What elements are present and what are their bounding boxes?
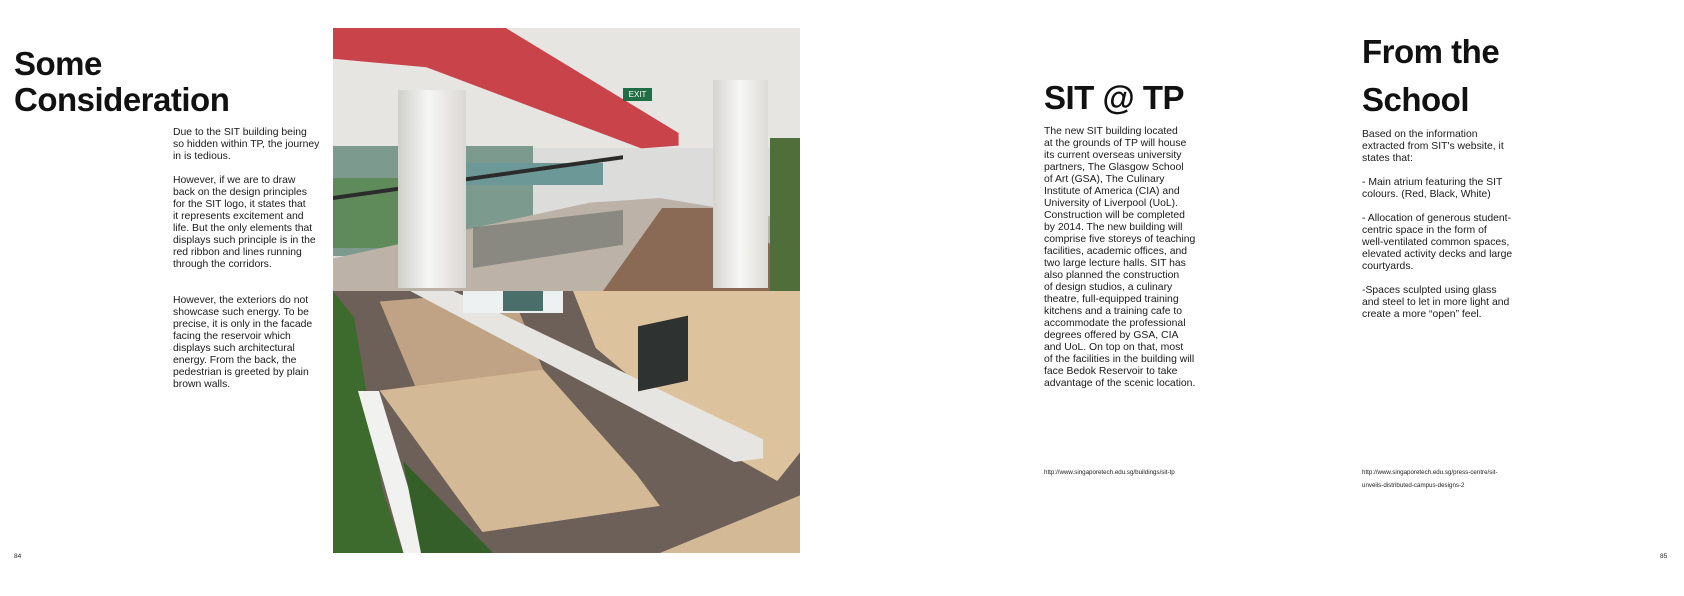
text-line: Due to the SIT building being [173,127,307,138]
paragraph [1362,177,1532,201]
text-line: showcase such energy. To be [173,307,309,318]
text-line: back on the design principles [173,187,308,198]
text-line: well-ventilated common spaces, [1362,237,1510,248]
text-line: its current overseas university [1044,150,1182,161]
text-line: kitchens and a training cafe to [1044,306,1183,317]
text-line: of design studios, a culinary [1044,282,1173,293]
text-line: of the facilities in the building will [1044,354,1195,365]
text-line: accommodate the professional [1044,318,1186,329]
text-line: - Main atrium featuring the SIT [1362,177,1503,188]
url-line: http://www.singaporetech.edu.sg/buildings/sit-tp [1044,469,1175,476]
url-line: unveils-distributed-campus-designs-2 [1362,482,1465,489]
text-line: Construction will be completed [1044,210,1185,221]
heading-line: Consideration [14,81,230,118]
text-line: comprise five storeys of teaching [1044,234,1196,245]
text-line: it represents excitement and [173,211,304,222]
text-line: University of Liverpool (UoL). [1044,198,1178,209]
courtyard-photo [333,291,800,553]
text-line: and UoL. On top on that, most [1044,342,1184,353]
section-heading: SIT @ TP [1044,79,1185,116]
text-line: facilities, academic offices, and [1044,246,1188,257]
left-page-heading [14,46,229,118]
corridor-photo [333,28,800,291]
text-line: However, if we are to draw [173,175,296,186]
column-sit-tp [1044,80,1214,390]
paragraph [173,175,333,271]
text-line: - Allocation of generous student- [1362,213,1512,224]
text-line: -Spaces sculpted using glass [1362,285,1497,296]
text-line: pedestrian is greeted by plain [173,367,309,378]
paragraph [173,295,333,391]
text-line: for the SIT logo, it states that [173,199,306,210]
text-line: facing the reservoir which [173,331,291,342]
text-line: theatre, full-equipped training [1044,294,1179,305]
text-line: brown walls. [173,379,231,390]
text-line: so hidden within TP, the journey [173,139,320,150]
text-line: by 2014. The new building will [1044,222,1183,233]
left-page-body [173,127,333,391]
text-line: at the grounds of TP will house [1044,138,1187,149]
text-line: also planned the construction [1044,270,1180,281]
heading-line: School [1362,81,1470,118]
text-line: colours. (Red, Black, White) [1362,189,1491,200]
text-line: Based on the information [1362,129,1478,140]
source-url [1362,466,1562,492]
text-line: displays such architectural [173,343,295,354]
paragraph [1362,213,1532,273]
heading-line: Some [14,45,102,82]
text-line: The new SIT building located [1044,126,1178,137]
source-url [1044,466,1224,479]
text-line: red ribbon and lines running [173,247,302,258]
exit-sign: EXIT [623,88,652,101]
page-number: 84 [14,553,22,560]
paragraph [1362,129,1532,165]
text-line: life. But the only elements that [173,223,313,234]
text-line: states that: [1362,153,1413,164]
text-line: two large lecture halls. SIT has [1044,258,1186,269]
text-line: face Bedok Reservoir to take [1044,366,1178,377]
text-line: create a more “open” feel. [1362,309,1482,320]
text-line: However, the exteriors do not [173,295,309,306]
text-line: of Art (GSA), The Culinary [1044,174,1165,185]
paragraph [1044,126,1214,390]
heading-line: From the [1362,33,1500,70]
text-line: and steel to let in more light and [1362,297,1510,308]
text-line: precise, it is only in the facade [173,319,313,330]
text-line: degrees offered by GSA, CIA [1044,330,1179,341]
text-line: through the corridors. [173,259,272,270]
page-number: 85 [1660,553,1668,560]
text-line: centric space in the form of [1362,225,1487,236]
text-line: elevated activity decks and large [1362,249,1513,260]
text-line: courtyards. [1362,261,1414,272]
text-line: energy. From the back, the [173,355,297,366]
paragraph [173,127,333,163]
text-line: displays such principle is in the [173,235,316,246]
text-line: partners, The Glasgow School [1044,162,1184,173]
text-line: Institute of America (CIA) and [1044,186,1180,197]
text-line: advantage of the scenic location. [1044,378,1196,389]
text-line: in is tedious. [173,151,231,162]
url-line: http://www.singaporetech.edu.sg/press-centre/sit- [1362,469,1498,476]
paragraph [1362,285,1532,321]
column-from-the-school [1362,28,1532,321]
text-line: extracted from SIT's website, it [1362,141,1504,152]
